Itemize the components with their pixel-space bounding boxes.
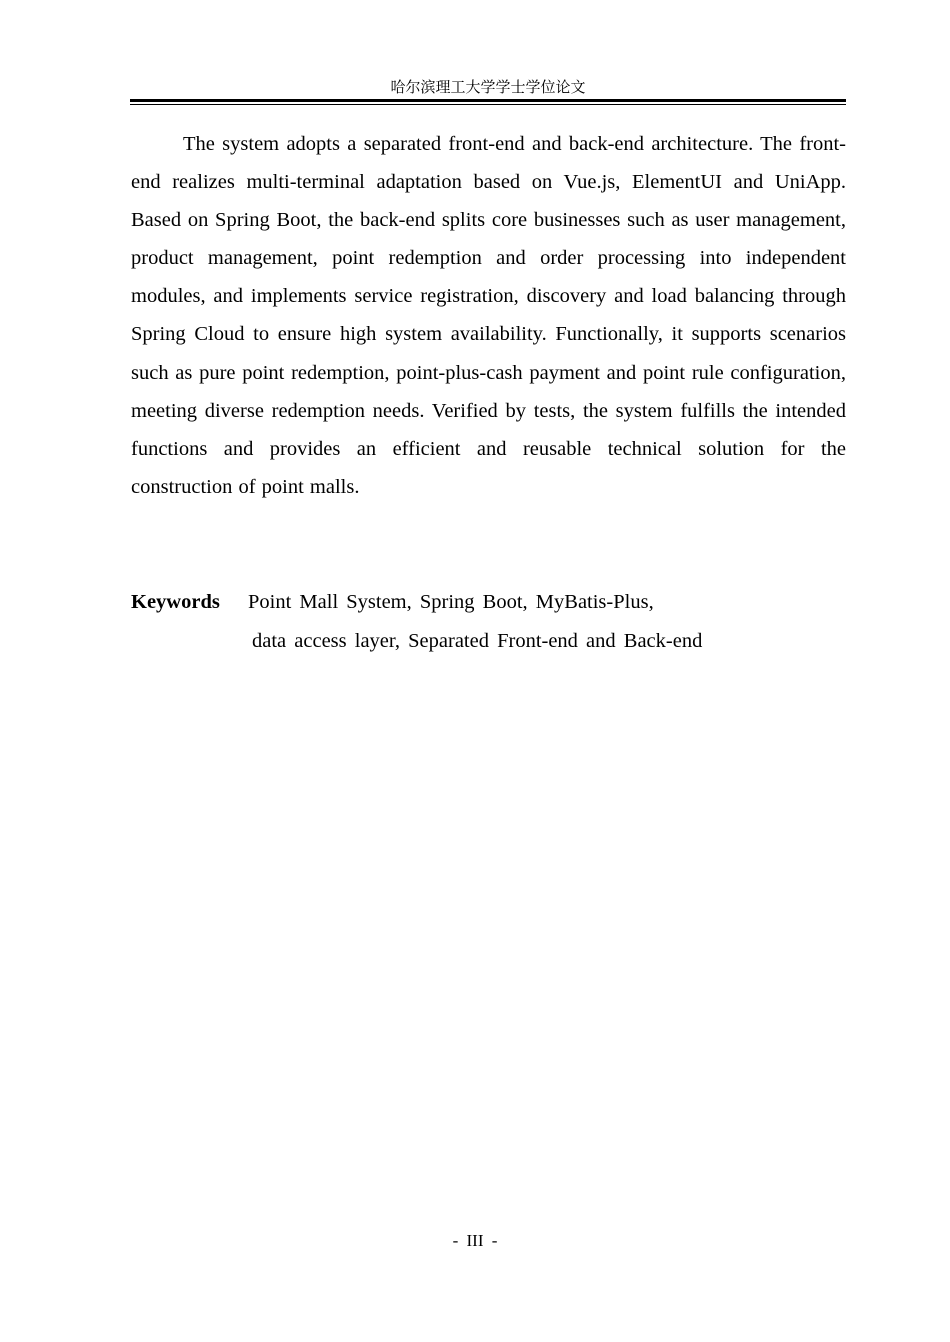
page-number: - III - — [452, 1231, 498, 1250]
keywords-line-1: Point Mall System, Spring Boot, MyBatis-Plus, — [248, 591, 654, 613]
abstract-paragraph: The system adopts a separated front-end and back-end architecture. The front-end realizes multi-terminal adaptation based on Vue.js, ElementUI and UniApp. Based on Spring Boot, the back-end splits core businesses such as user management, product management, point redemption and order processing into independent modules, and implements service registration, discovery and load balancing through Spring Cloud to ensure high system availability. Functionally, it supports scenarios such as pure point redemption, point-plus-cash payment and point rule configuration, meeting diverse redemption needs. Verified by tests, the system fulfills the intended functions and provides an efficient and reusable technical solution for the construction of point malls. — [131, 133, 846, 498]
keywords-row — [131, 583, 846, 622]
keywords-section — [131, 583, 846, 661]
running-header-title: 哈尔滨理工大学学士学位论文 — [390, 80, 586, 96]
header-rule-thick — [130, 99, 846, 102]
keywords-label: Keywords — [131, 591, 220, 613]
keywords-line-2: data access layer, Separated Front-end and Back-end — [252, 630, 703, 652]
header-rule-thin — [130, 104, 846, 105]
